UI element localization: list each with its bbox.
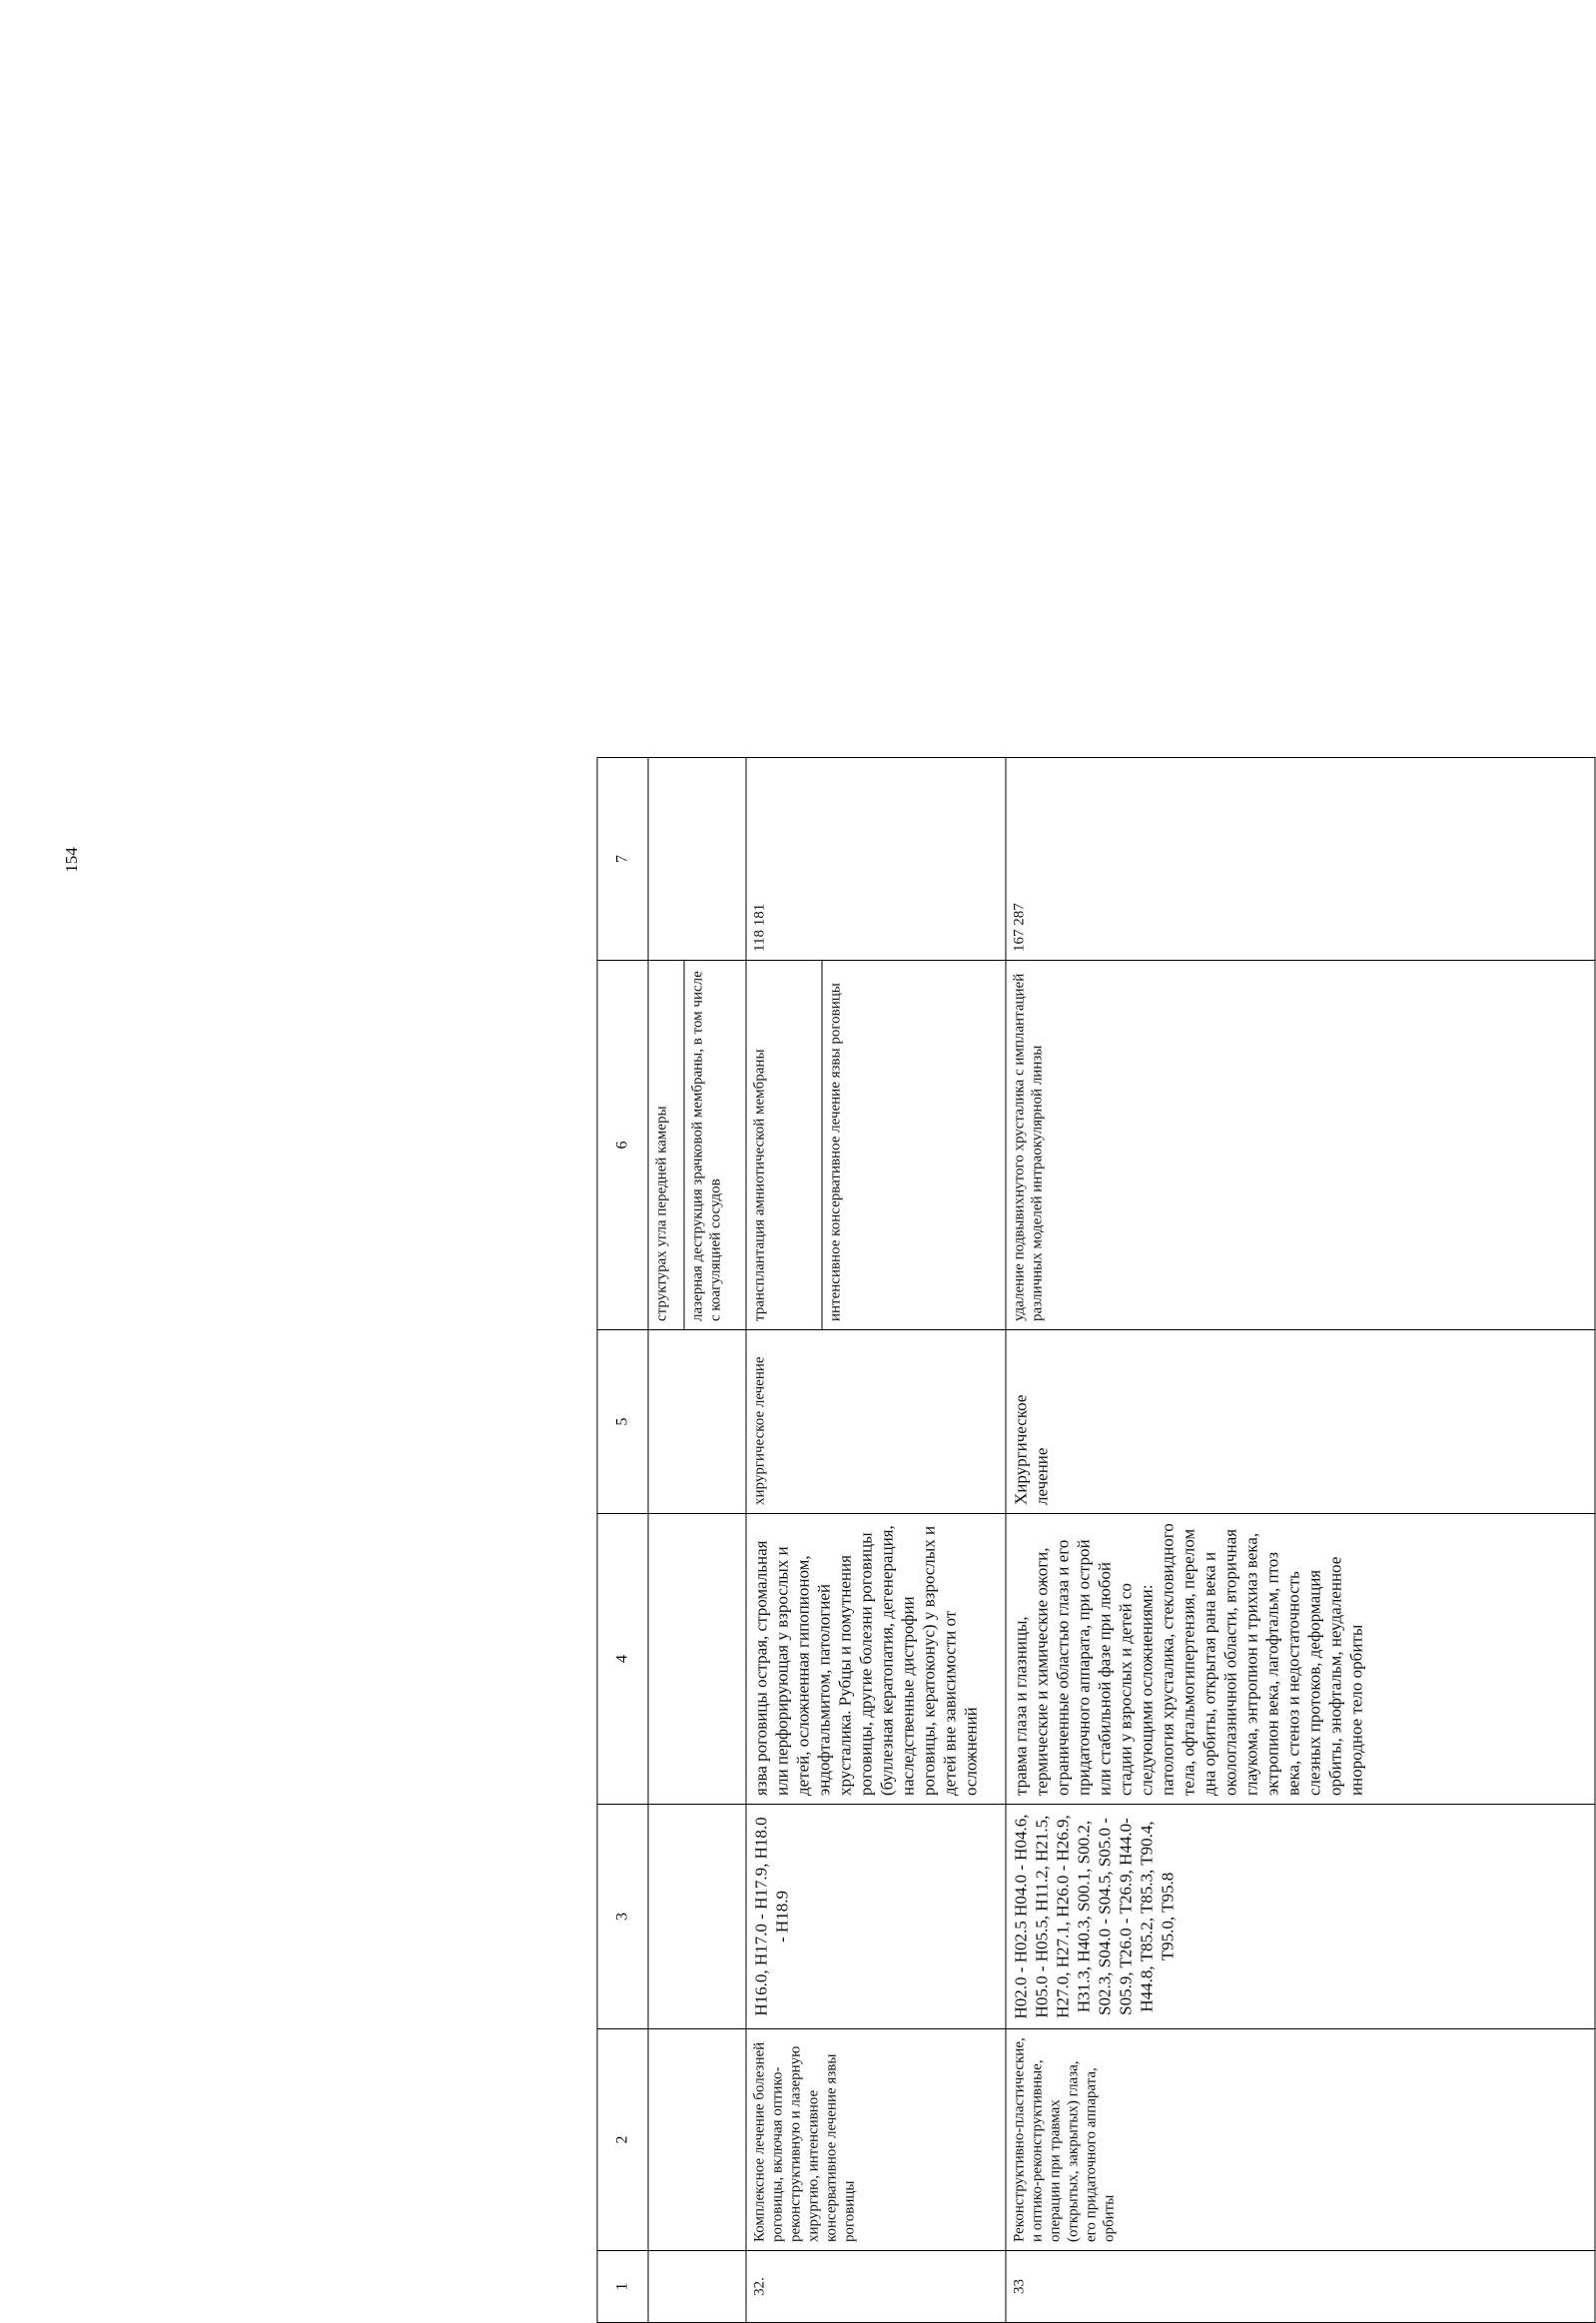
- table-cell: [648, 1805, 746, 2029]
- document-sheet: [597, 758, 1596, 2323]
- column-header: 6: [597, 961, 648, 1330]
- table-row: [648, 758, 684, 2323]
- table-cell: [648, 2251, 746, 2323]
- method-cell: лазерная деструкция зрачковой мембраны, в том числе с коагуляцией сосудов: [684, 961, 746, 1330]
- care-type: Реконструктивно-пластические, и оптико-реконструктивные, операции при травмах (открытых, закрытых) глаза, его придаточного аппарата, орбиты: [1006, 2029, 1595, 2251]
- treatment-type: Хирургическое лечение: [1006, 1330, 1595, 1514]
- table-cell: [648, 2029, 746, 2251]
- table-cell: [648, 1514, 746, 1805]
- patient-model: язва роговицы острая, стромальная или перфорирующая у взрослых и детей, осложненная гипопионом, эндофтальмитом, патологией хрусталика. Рубцы и помутнения роговицы, другие болезни роговицы (буллезная кератопатия, дегенерация, наследственные дистрофии роговицы, кератоконус) у взрослых и детей вне зависимости от осложнений: [746, 1514, 1006, 1805]
- care-type: Комплексное лечение болезней роговицы, включая оптико-реконструктивную и лазерную хирургию, интенсивное консервативное лечение язвы роговицы: [746, 2029, 1006, 2251]
- cost: 118 181: [746, 758, 1006, 961]
- row-number: 33: [1006, 2251, 1595, 2323]
- table-cell: [648, 758, 746, 961]
- table-row-33: [1006, 758, 1595, 2323]
- treatment-type: хирургическое лечение: [746, 1330, 1006, 1514]
- icd-codes: H16.0, H17.0 - H17.9, H18.0 - H18.9: [746, 1805, 1006, 2029]
- method-cell: структурах угла передней камеры: [648, 961, 684, 1330]
- method-cell: интенсивное консервативное лечение язвы роговицы: [822, 961, 1006, 1330]
- table-row-32: [746, 758, 822, 2323]
- method-cell: удаление подвывихнутого хрусталика с имплантацией различных моделей интраокулярной линзы: [1006, 961, 1595, 1330]
- method-cell: трансплантация амниотической мембраны: [746, 961, 822, 1330]
- cost: 167 287: [1006, 758, 1595, 961]
- page-number: 154: [62, 847, 81, 873]
- patient-model: травма глаза и глазницы, термические и химические ожоги, ограниченные областью глаза и его придаточного аппарата, при острой или стабильной фазе при любой стадии у взрослых и детей со следующими осложнениями: патология хрусталика, стекловидного тела, офтальмогипертензия, перелом дна орбиты, открытая рана века и окологлазничной области, вторичная глаукома, энтропион и трихиаз века, эктропион века, лагофтальм, птоз века, стеноз и недостаточность слезных протоков, деформация орбиты, энофтальм, неудаленное инородное тело орбиты: [1006, 1514, 1595, 1805]
- icd-codes: H02.0 - H02.5 H04.0 - H04.6, H05.0 - H05.5, H11.2, H21.5, H27.0, H27.1, H26.0 - H26.9, H31.3, H40.3, S00.1, S00.2, S02.3, S04.0 - S04.5, S05.0 - S05.9, T26.0 - T26.9, H44.0-H44.8, T85.2, T85.3, T90.4, T95.0, T95.8: [1006, 1805, 1595, 2029]
- column-header: 3: [597, 1805, 648, 2029]
- column-header: 1: [597, 2251, 648, 2323]
- column-header: 7: [597, 758, 648, 961]
- table-cell: [648, 1330, 746, 1514]
- header-row: [597, 758, 648, 2323]
- medical-care-table: [597, 757, 1596, 2323]
- row-number: 32.: [746, 2251, 1006, 2323]
- column-header: 5: [597, 1330, 648, 1514]
- column-header: 2: [597, 2029, 648, 2251]
- column-header: 4: [597, 1514, 648, 1805]
